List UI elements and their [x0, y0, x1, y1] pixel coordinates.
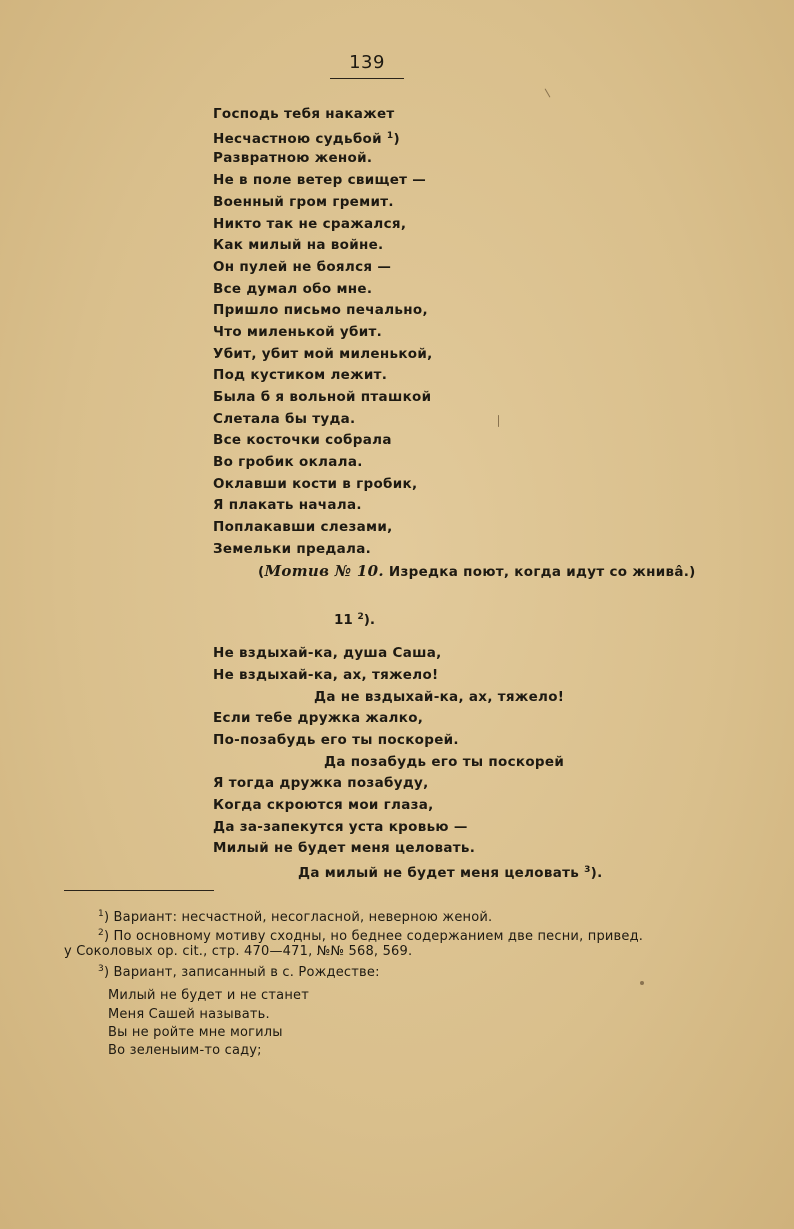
paper-speck — [545, 88, 551, 97]
poem-line: Все косточки собрала — [213, 432, 392, 448]
note-paren: ( — [258, 564, 265, 580]
poem-line: Слетала бы туда. — [213, 411, 356, 427]
poem-line: Господь тебя накажет — [213, 106, 395, 122]
poem-line: Убит, убит мой миленькой, — [213, 346, 433, 362]
footnote-rule — [64, 890, 214, 891]
footnote-verse-line: Милый не будет и не станет — [108, 988, 310, 1003]
page-number-rule — [330, 78, 404, 79]
poem-line-text: Да милый не будет меня целовать — [298, 865, 580, 881]
poem-line: Когда скроются мои глаза, — [213, 797, 434, 813]
footnote-ref: 3 — [584, 865, 591, 875]
poem-line: Военный гром гремит. — [213, 194, 394, 210]
footnote-mark: 3 — [98, 964, 104, 974]
footnote-3 — [98, 962, 380, 980]
footnote-1 — [98, 907, 492, 925]
paper-speck — [498, 415, 499, 427]
poem-refrain: Да позабудь его ты поскорей — [324, 754, 565, 770]
poem-line: Под кустиком лежит. — [213, 367, 388, 383]
footnote-mark: 1 — [98, 909, 104, 919]
poem-line: Не вздыхай-ка, ах, тяжело! — [213, 667, 439, 683]
footnote-verse-line: Во зеленыим-то саду; — [108, 1043, 262, 1058]
poem-line: Не вздыхай-ка, душа Саша, — [213, 645, 442, 661]
section-number-value: 11 — [334, 612, 353, 628]
poem-line: Оклавши кости в гробик, — [213, 476, 418, 492]
poem-line: Я плакать начала. — [213, 497, 362, 513]
poem-line: Я тогда дружка позабуду, — [213, 775, 429, 791]
footnote-text: ) Вариант, записанный в с. Рождестве: — [103, 965, 380, 980]
poem-line: По-позабудь его ты поскорей. — [213, 732, 459, 748]
section-number — [334, 612, 375, 628]
motif-label: Мотив № 10. — [264, 562, 384, 580]
poem-line: Не в поле ветер свищет — — [213, 172, 427, 188]
poem-refrain: Да не вздыхай-ка, ах, тяжело! — [314, 689, 565, 705]
poem-line: Все думал обо мне. — [213, 281, 373, 297]
poem-line: Он пулей не боялся — — [213, 259, 392, 275]
footnote-ref: 1 — [386, 131, 394, 141]
poem-line: Как милый на войне. — [213, 237, 384, 253]
poem-refrain — [298, 862, 603, 881]
footnote-mark: 2 — [98, 928, 104, 938]
poem-line: Никто так не сражался, — [213, 216, 407, 232]
footnote-verse-line: Вы не ройте мне могилы — [108, 1025, 283, 1040]
poem-line: Земельки предала. — [213, 541, 372, 557]
line-suffix: ). — [590, 865, 603, 881]
footnote-text: ) По основному мотиву сходны, но беднее содержанием две песни, привед. — [103, 929, 644, 944]
poem-line: Что миленькой убит. — [213, 324, 383, 340]
paper-speck — [640, 981, 644, 985]
poem-line: Развратною женой. — [213, 150, 373, 166]
page-number: 139 — [349, 52, 385, 73]
poem-line: Да за-запекутся уста кровью — — [213, 819, 468, 835]
poem-line: Во гробик оклала. — [213, 454, 363, 470]
poem-line: Несчастною судьбой $^1$) — [213, 131, 400, 147]
poem-line: Милый не будет меня целовать. — [213, 840, 476, 856]
footnote-2-continued: у Соколовых ор. cit., стр. 470—471, №№ 568, 569. — [64, 944, 413, 959]
footnote-2 — [98, 926, 643, 944]
poem-line: Пришло письмо печально, — [213, 302, 428, 318]
poem-line: Если тебе дружка жалко, — [213, 710, 424, 726]
note-text: Изредка поют, когда идут со жнивâ.) — [383, 564, 696, 580]
poem-line-text: Несчастною судьбой — [213, 131, 382, 147]
section-number-suffix: ). — [363, 612, 376, 628]
footnote-verse-line: Меня Сашей называть. — [108, 1007, 270, 1022]
poem-line: Поплакавши слезами, — [213, 519, 393, 535]
footnote-text: ) Вариант: несчастной, несогласной, неверною женой. — [103, 910, 493, 925]
performance-note — [258, 563, 696, 580]
footnote-ref: 2 — [357, 612, 364, 622]
poem-line: Была б я вольной пташкой — [213, 389, 432, 405]
